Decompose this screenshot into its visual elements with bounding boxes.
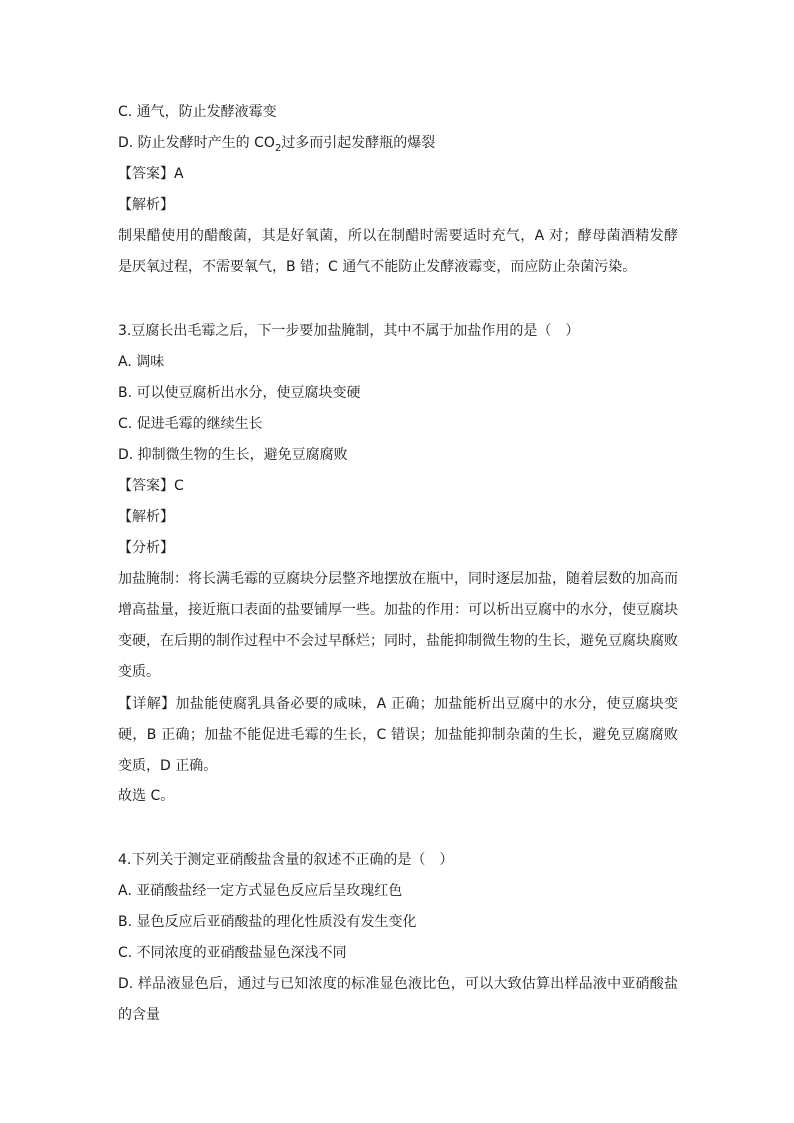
q3-answer: 【答案】C [118, 478, 184, 494]
q4-option-c: C. 不同浓度的亚硝酸盐显色深浅不同 [118, 945, 347, 961]
q3-option-b: B. 可以使豆腐析出水分，使豆腐块变硬 [118, 385, 361, 401]
q2-analysis-text: 制果醋使用的醋酸菌，其是好氧菌，所以在制醋时需要适时充气，A 对；酵母菌酒精发酵是厌氧过程，不需要氧气，B 错；C 通气不能防止发酵液霉变，而应防止杂菌污染。 [118, 228, 678, 275]
q3-option-d: D. 抑制微生物的生长，避免豆腐腐败 [118, 447, 348, 463]
q4-option-a: A. 亚硝酸盐经一定方式显色反应后呈玫瑰红色 [118, 883, 403, 899]
q3-option-c: C. 促进毛霉的继续生长 [118, 416, 263, 432]
q4-option-b: B. 显色反应后亚硝酸盐的理化性质没有发生变化 [118, 914, 417, 930]
q3-analysis-heading: 【解析】 [118, 509, 174, 525]
q3-option-a: A. 调味 [118, 354, 165, 370]
q3-fenxi-text: 加盐腌制：将长满毛霉的豆腐块分层整齐地摆放在瓶中，同时逐层加盐，随着层数的加高而增高盐量，接近瓶口表面的盐要铺厚一些。加盐的作用：可以析出豆腐中的水分，使豆腐块变硬，在后期的制作过程中不会过早酥烂；同时，盐能抑制微生物的生长，避免豆腐块腐败变质。 [118, 571, 678, 680]
q4-option-d: D. 样品液显色后，通过与已知浓度的标准显色液比色，可以大致估算出样品液中亚硝酸盐的含量 [118, 976, 678, 1023]
q4-question: 4.下列关于测定亚硝酸盐含量的叙述不正确的是（ ） [118, 852, 454, 868]
q3-detail-text: 【详解】加盐能使腐乳具备必要的咸味，A 正确；加盐能析出豆腐中的水分，使豆腐块变硬，B 正确；加盐不能促进毛霉的生长，C 错误；加盐能抑制杂菌的生长，避免豆腐腐败变质，D 正确。 [118, 696, 678, 774]
q2-analysis-heading: 【解析】 [118, 197, 174, 213]
q2-option-d-prefix: D. 防止发酵时产生的 CO [118, 135, 275, 151]
q3-conclusion: 故选 C。 [118, 788, 175, 804]
q3-question: 3.豆腐长出毛霉之后，下一步要加盐腌制，其中不属于加盐作用的是（ ） [118, 323, 580, 339]
q2-option-d-suffix: 过多而引起发酵瓶的爆裂 [281, 135, 436, 151]
co2-subscript: 2 [274, 142, 282, 154]
q2-answer: 【答案】A [118, 166, 184, 182]
q2-option-d [118, 133, 435, 153]
q2-option-c: C. 通气，防止发酵液霉变 [118, 104, 277, 120]
q3-fenxi-heading: 【分析】 [118, 540, 174, 556]
